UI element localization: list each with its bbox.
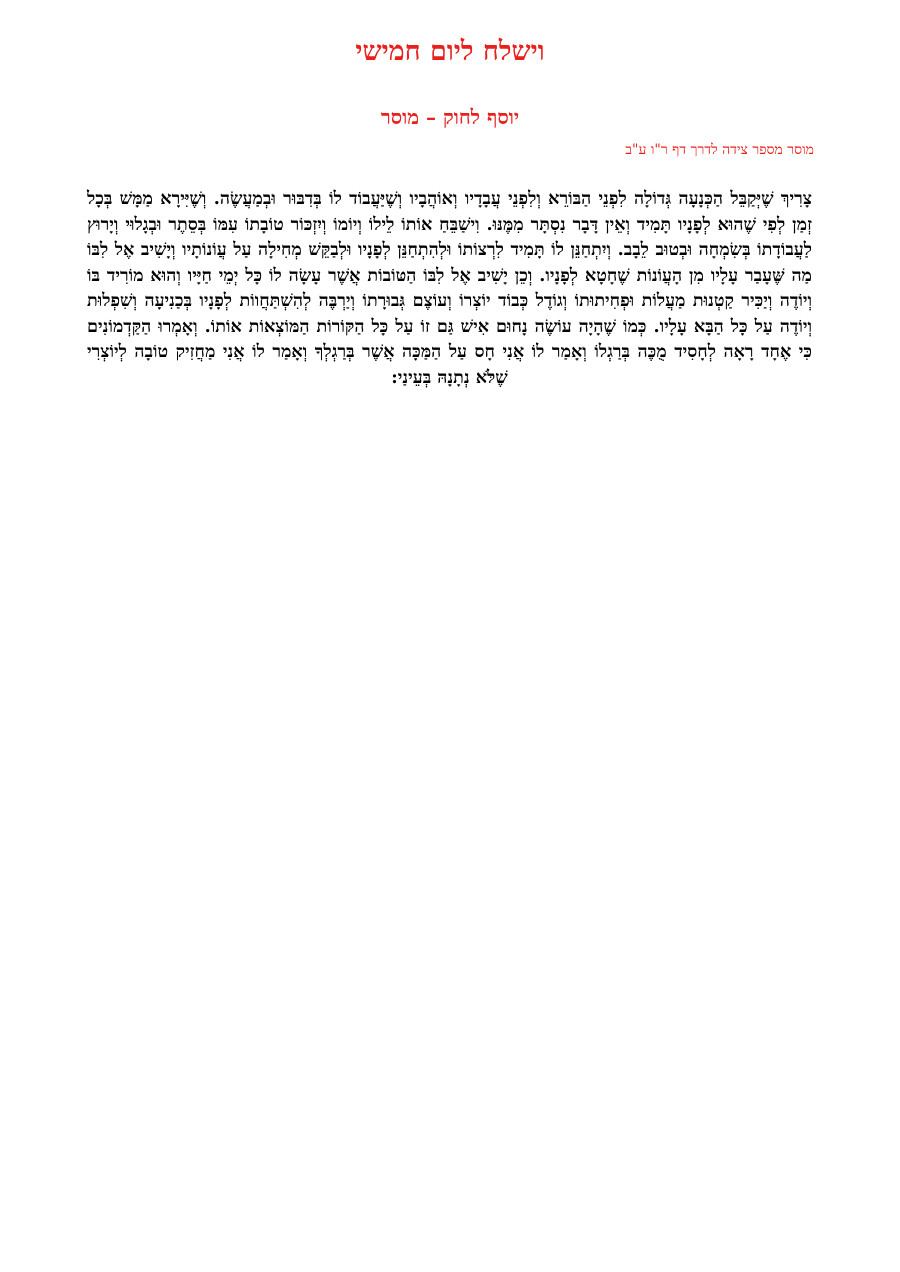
source-reference: מוסר מספר צידה לדרך דף ר"ו ע"ב bbox=[625, 142, 814, 158]
page-subtitle: יוסף לחוק – מוסר bbox=[380, 105, 520, 129]
body-paragraph: צָרִיךְ שֶׁיְּקַבֵּל הַכְּנָעָה גְּדוֹלָה לִפְנֵי הַבּוֹרֵא וְלִפְנֵי עֲבָדָיו וְאוֹהֲבָיו וְשֶׁיַּעֲבוֹד לוֹ בְּדִבּוּר וּבְמַעֲשֶׂה. וְשֶׁיִּירָא מַמָּשׁ בְּכָל זְמַן לְפִי שֶׁהוּא לְפָנָיו תָּמִיד וְאֵין דָּבָר נִסְתָּר מִמֶּנּוּ. וִישַׁבֵּחַ אוֹתוֹ לֵילוֹ וְיוֹמוֹ וְיִזְכּוֹר טוֹבָתוֹ עִמּוֹ בְּסֵתֶר וּבְגָלוּי וְיָרוּץ לַעֲבוֹדָתוֹ בְּשִׂמְחָה וּבְטוּב לֵבָב. וְיִתְחַנֵּן לוֹ תָּמִיד לִרְצוֹתוֹ וּלְהִתְחַנֵּן לְפָנָיו וּלְבַקֵּשׁ מְחִילָה עַל עֲוֹנוֹתָיו וְיָשִׁיב אֶל לִבּוֹ מַה שֶּׁעָבַר עָלָיו מִן הָעֲוֹנוֹת שֶׁחָטָא לְפָנָיו. וְכֵן יָשִׁיב אֶל לִבּוֹ הַטּוֹבוֹת אֲשֶׁר עָשָׂה לוֹ כָּל יְמֵי חַיָּיו וְהוּא מוֹרִיד בּוֹ וְיוֹדֶה וְיַכִּיר קַטְנוּת מַעֲלוֹת וּפְחִיתוּתוֹ וְגוֹדֶל כְּבוֹד יוֹצְרוֹ וְעוֹצֶם גְּבוּרָתוֹ וְיַרְבֶּה לְהִשְׁתַּחֲווֹת לְפָנָיו בְּכַנִיעָה וְשִׁפְלוּת וְיוֹדֶה עַל כָּל הַבָּא עָלָיו. כְּמוֹ שֶׁהָיָה עוֹשֶׂה נָחוּם אִישׁ גַּם זוֹ עַל כָּל הַקּוֹרוֹת הַמּוֹצְאוֹת אוֹתוֹ. וְאָמְרוּ הַקַּדְמוֹנִים כִּי אֶחָד רָאָה לְחָסִיד מֻכֶּה בְּרַגְלוֹ וְאָמַר לוֹ אֲנִי חָס עַל הַמַּכָּה אֲשֶׁר בְּרַגְלְךָ וְאָמַר לוֹ אֲנִי מַחֲזִיק טוֹבָה לְיוֹצְרִי שֶׁלֹּא נְתָנָהּ בְּעֵינַי: bbox=[87, 188, 812, 388]
page-title: וישלח ליום חמישי bbox=[355, 36, 545, 67]
